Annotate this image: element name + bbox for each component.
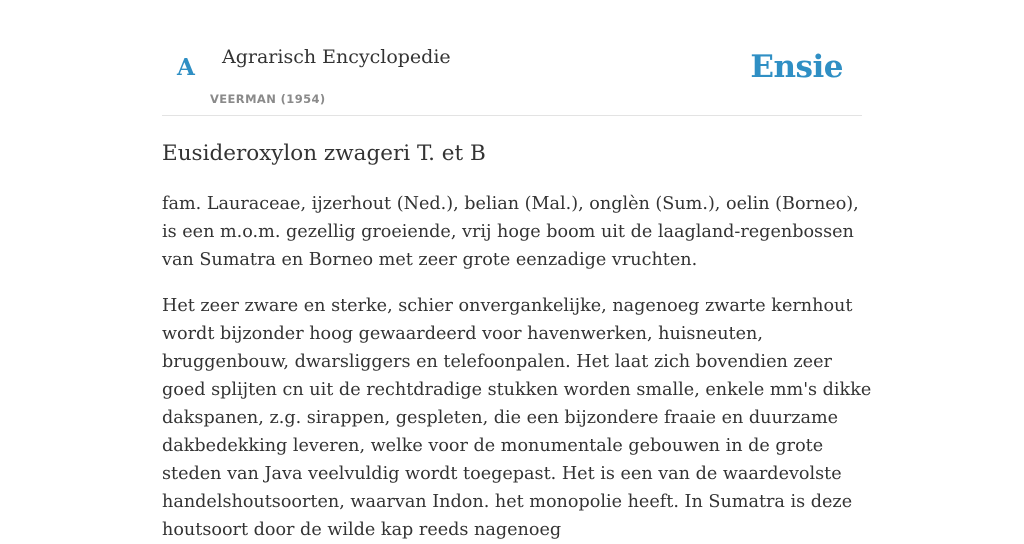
book-author: VEERMAN (1954) (210, 92, 326, 106)
article (162, 138, 872, 544)
index-letter-link[interactable]: A (177, 54, 195, 81)
ensie-logo[interactable]: Ensie (750, 49, 843, 85)
book-title-link[interactable]: Agrarisch Encyclopedie (222, 46, 451, 68)
entry-paragraph: fam. Lauraceae, ijzerhout (Ned.), belian (Mal.), onglèn (Sum.), oelin (Borneo), is een m.o.m. gezellig groeiende, vrij hoge boom uit de laagland-regenbossen van Sumatra en Borneo met zeer grote eenzadige vruchten. (162, 194, 859, 270)
page-header (162, 30, 862, 116)
entry-title: Eusideroxylon zwageri T. et B (162, 141, 486, 166)
entry-paragraph: Het zeer zware en sterke, schier onvergankelijke, nagenoeg zwarte kernhout wordt bijzonder hoog gewaardeerd voor havenwerken, huisneuten, bruggenbouw, dwarsliggers en telefoonpalen. Het laat zich bovendien zeer goed splijten cn uit de rechtdradige stukken worden smalle, enkele mm's dikke dakspanen, z.g. sirappen, gespleten, die een bijzondere fraaie en duurzame dakbedekking leveren, welke voor de monumentale gebouwen in de grote steden van Java veelvuldig wordt toegepast. Het is een van de waardevolste handelshoutsoorten, waarvan Indon. het monopolie heeft. In Sumatra is deze houtsoort door de wilde kap reeds nagenoeg (162, 296, 872, 540)
